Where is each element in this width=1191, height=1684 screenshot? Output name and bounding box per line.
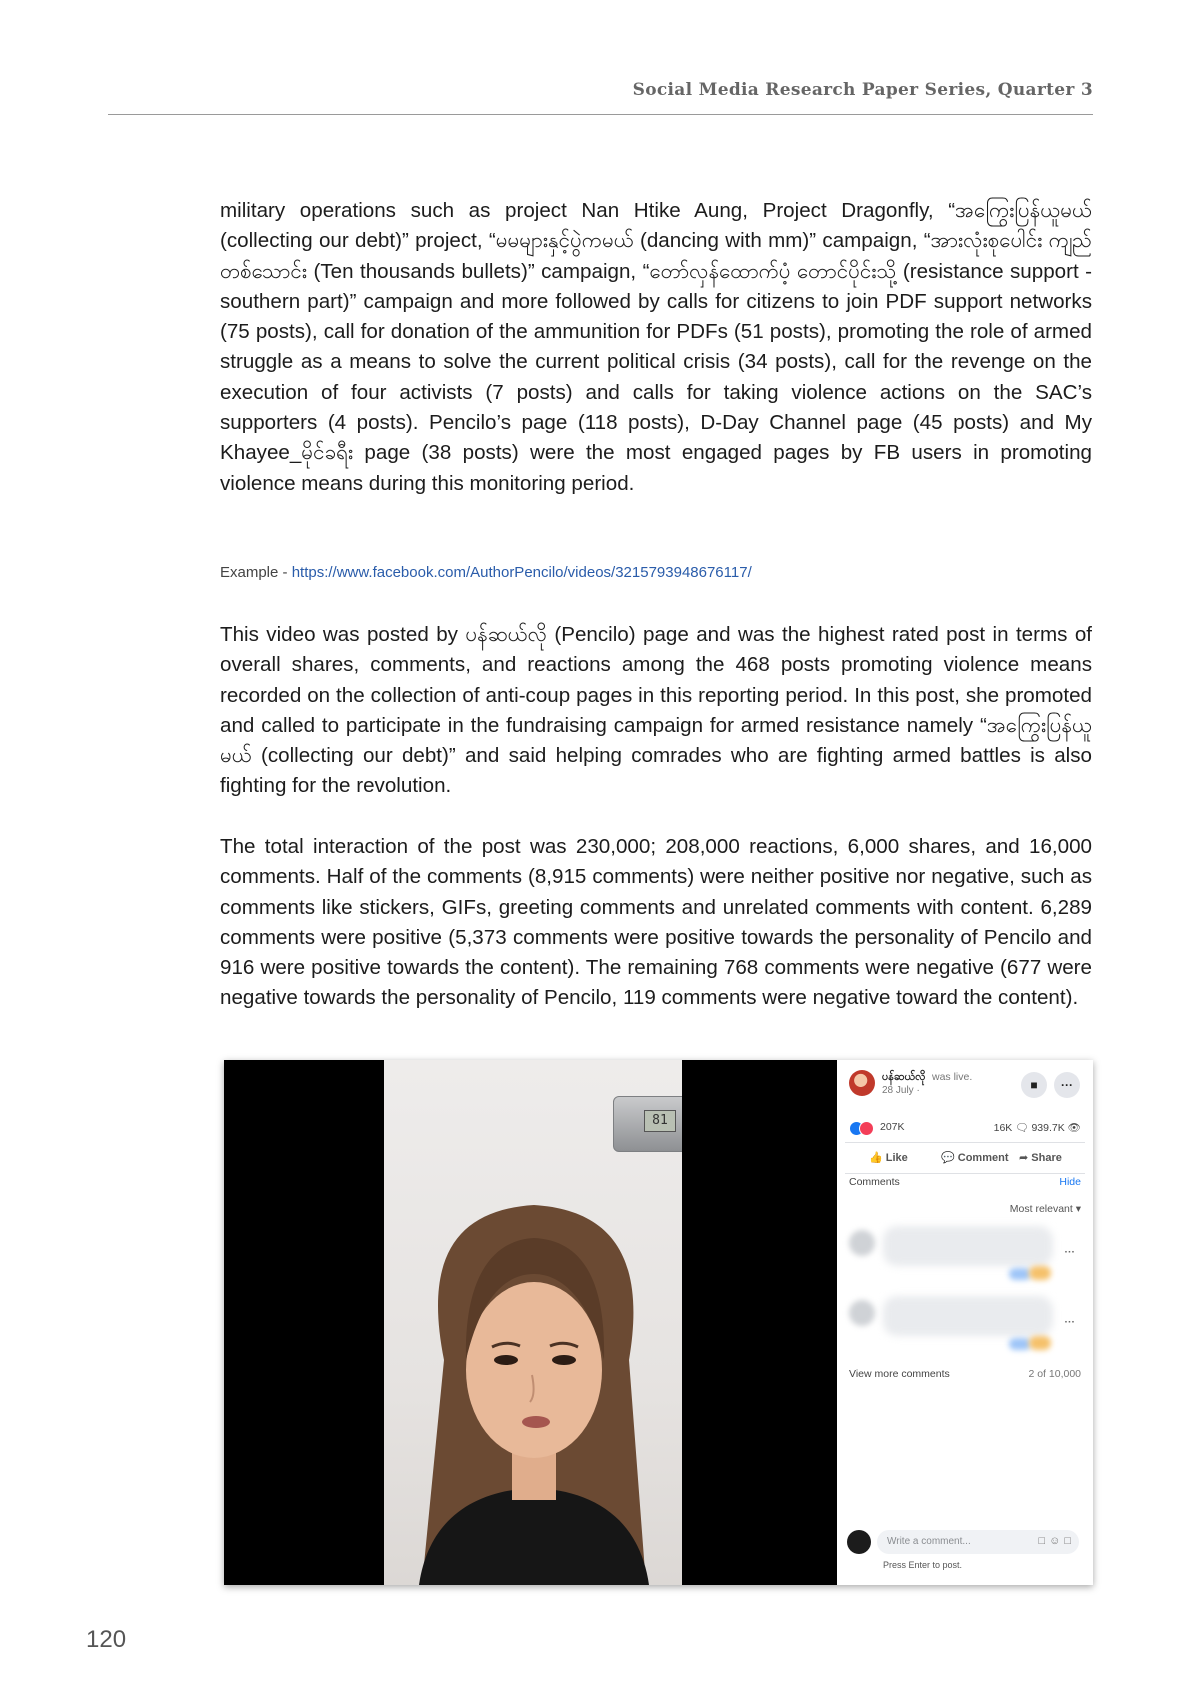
blurred-comment	[849, 1296, 1079, 1356]
love-reaction-icon	[859, 1121, 874, 1136]
divider	[845, 1142, 1085, 1143]
bookmark-icon[interactable]: ■	[1021, 1072, 1047, 1098]
like-label: Like	[885, 1152, 908, 1164]
comment-options-button[interactable]: ···	[1064, 1316, 1075, 1328]
reactions-count[interactable]: 207K	[880, 1121, 905, 1133]
current-user-avatar	[847, 1530, 871, 1554]
post-date[interactable]: 28 July ·	[882, 1085, 920, 1096]
more-options-button[interactable]: ···	[1054, 1072, 1080, 1098]
comment-options-button[interactable]: ···	[1064, 1246, 1075, 1258]
blurred-comment	[849, 1226, 1079, 1286]
view-more-comments-link[interactable]: View more comments	[849, 1368, 950, 1380]
page-number: 120	[86, 1626, 127, 1653]
example-line	[220, 564, 752, 581]
facebook-live-screenshot	[224, 1060, 1093, 1585]
composer-tool-icons[interactable]: □☺□	[1038, 1535, 1075, 1547]
running-head: Social Media Research Paper Series, Quarter 3	[632, 80, 1093, 100]
comment-count: 2 of 10,000	[1028, 1368, 1081, 1380]
live-status: was live.	[932, 1071, 973, 1083]
comment-input[interactable]: Write a comment...	[877, 1530, 1079, 1554]
comment-label: Comment	[957, 1152, 1009, 1164]
more-comments-row	[849, 1368, 1081, 1380]
header-rule	[108, 114, 1093, 115]
page-avatar[interactable]	[849, 1070, 875, 1096]
speaker-portrait	[384, 1060, 682, 1585]
comment-button[interactable]: 💬 Comment	[941, 1152, 1009, 1164]
post-stats	[849, 1120, 1085, 1136]
divider	[845, 1173, 1085, 1174]
example-url-link[interactable]: https://www.facebook.com/AuthorPencilo/videos/3215793948676117/	[291, 564, 752, 581]
body-paragraph-3: The total interaction of the post was 230,000; 208,000 reactions, 6,000 shares, and 16,000 comments. Half of the comments (8,915 comments) were neither positive nor negative, such as comments like stickers, GIFs, greeting comments and unrelated comments with content. 6,289 comments were positive (5,373 comments were positive towards the personality of Pencilo and 916 were positive towards the content). The remaining 768 comments were negative (677 were negative towards the personality of Pencilo, 119 comments were negative toward the content).	[220, 835, 1092, 1010]
facebook-post-panel	[837, 1060, 1093, 1585]
page-name-link[interactable]: ပန်ဆယ်လို	[882, 1071, 926, 1083]
example-prefix: Example -	[220, 564, 292, 581]
body-paragraph-2: This video was posted by ပန်ဆယ်လို (Pencilo) page and was the highest rated post in terms of overall shares, comments, and reactions among the 468 posts promoting violence means recorded on the collection of anti-coup pages in this reporting period. In this post, she promoted and called to participate in the fundraising campaign for armed resistance namely “အကြွေးပြန်ယူမယ် (collecting our debt)” and said helping comrades who are fighting armed battles is also fighting for the revolution.	[220, 623, 1092, 798]
comment-composer	[847, 1530, 1083, 1574]
composer-hint: Press Enter to post.	[883, 1560, 963, 1570]
comment-sort-dropdown[interactable]: Most relevant ▾	[1009, 1203, 1081, 1215]
comments-label: Comments	[849, 1176, 900, 1188]
video-frame	[384, 1060, 682, 1585]
body-paragraph-1: military operations such as project Nan Htike Aung, Project Dragonfly, “အကြွေးပြန်ယူမယ် (collecting our debt)” project, “မမများနှင့်ပွဲကမယ် (dancing with mm)” campaign, “အားလုံးစုပေါင်း ကျည်တစ်သောင်း (Ten thousands bullets)” campaign, “တော်လှန်ထောက်ပံ့ တောင်ပိုင်းသို့ (resistance support -southern part)” campaign and more followed by calls for citizens to join PDF support networks (75 posts), call for donation of the ammunition for PDFs (51 posts), promoting the role of armed struggle as a means to solve the current political crisis (34 posts), call for the revenge on the execution of four activists (7 posts) and calls for taking violence actions on the SAC’s supporters (4 posts). Pencilo’s page (118 posts), D-Day Channel page (45 posts) and My Khayee_မိုင်ခရီး page (38 posts) were the most engaged pages by FB users in promoting violence means during this monitoring period.	[220, 199, 1092, 495]
post-header	[837, 1060, 1093, 1106]
thermostat-display: 81	[644, 1110, 676, 1132]
comments-header	[849, 1176, 1081, 1188]
post-action-bar	[845, 1145, 1085, 1173]
video-player[interactable]	[232, 1060, 837, 1585]
like-button[interactable]: 👍 Like	[869, 1152, 908, 1164]
hide-comments-link[interactable]: Hide	[1059, 1176, 1081, 1188]
share-button[interactable]: ➦ Share	[1019, 1152, 1062, 1164]
share-label: Share	[1031, 1152, 1062, 1164]
comments-views-count[interactable]: 16K 🗨 939.7K 👁	[993, 1122, 1081, 1134]
